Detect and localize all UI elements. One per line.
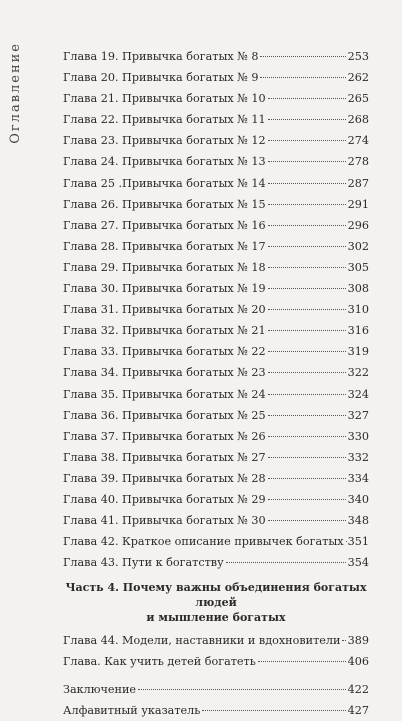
toc-entry-title: Глава 34. Привычка богатых № 23 xyxy=(63,362,266,383)
toc-entry-page: 422 xyxy=(348,679,369,700)
dot-leader xyxy=(138,689,346,690)
dot-leader xyxy=(268,457,346,458)
toc-entry[interactable] xyxy=(63,67,369,88)
dot-leader xyxy=(260,77,345,78)
toc-entry-title: Алфавитный указатель xyxy=(63,700,200,721)
toc-entry-title: Глава 37. Привычка богатых № 26 xyxy=(63,426,266,447)
dot-leader xyxy=(268,98,346,99)
table-of-contents xyxy=(63,46,369,721)
dot-leader xyxy=(268,351,346,352)
toc-entry-page: 262 xyxy=(348,67,369,88)
toc-entry-page: 253 xyxy=(348,46,369,67)
dot-leader xyxy=(268,225,346,226)
toc-entry-page: 354 xyxy=(348,552,369,573)
toc-entry[interactable] xyxy=(63,341,369,362)
dot-leader xyxy=(268,183,346,184)
toc-entry[interactable] xyxy=(63,130,369,151)
toc-entry-page: 305 xyxy=(348,257,369,278)
toc-entry[interactable] xyxy=(63,215,369,236)
toc-entry-title: Глава 23. Привычка богатых № 12 xyxy=(63,130,266,151)
toc-entry-page: 351 xyxy=(348,531,369,552)
toc-entry-title: Глава 43. Пути к богатству xyxy=(63,552,224,573)
toc-entry-title: Глава 28. Привычка богатых № 17 xyxy=(63,236,266,257)
toc-entry[interactable] xyxy=(63,651,369,672)
toc-entry[interactable] xyxy=(63,405,369,426)
dot-leader xyxy=(268,267,346,268)
toc-entry-title: Глава. Как учить детей богатеть xyxy=(63,651,256,672)
toc-entry-title: Глава 41. Привычка богатых № 30 xyxy=(63,510,266,531)
toc-entry-page: 316 xyxy=(348,320,369,341)
toc-entry[interactable] xyxy=(63,278,369,299)
toc-entries-after-list xyxy=(63,630,369,720)
toc-entry-title: Глава 21. Привычка богатых № 10 xyxy=(63,88,266,109)
dot-leader xyxy=(268,478,346,479)
toc-entry-page: 274 xyxy=(348,130,369,151)
toc-entry-page: 322 xyxy=(348,362,369,383)
toc-entries-list xyxy=(63,46,369,573)
toc-entry[interactable] xyxy=(63,194,369,215)
toc-entry-title: Глава 26. Привычка богатых № 15 xyxy=(63,194,266,215)
dot-leader xyxy=(268,246,346,247)
toc-entry-title: Глава 39. Привычка богатых № 28 xyxy=(63,468,266,489)
toc-entry-page: 308 xyxy=(348,278,369,299)
toc-entry[interactable] xyxy=(63,384,369,405)
dot-leader xyxy=(268,288,346,289)
toc-entry-title: Глава 38. Привычка богатых № 27 xyxy=(63,447,266,468)
toc-entry-title: Глава 22. Привычка богатых № 11 xyxy=(63,109,266,130)
toc-entry-page: 327 xyxy=(348,405,369,426)
dot-leader xyxy=(258,661,346,662)
toc-entry-page: 324 xyxy=(348,384,369,405)
toc-entry[interactable] xyxy=(63,173,369,194)
toc-entry-title: Глава 31. Привычка богатых № 20 xyxy=(63,299,266,320)
toc-entry[interactable] xyxy=(63,236,369,257)
toc-entry[interactable] xyxy=(63,679,369,700)
toc-entry-title: Глава 25 .Привычка богатых № 14 xyxy=(63,173,266,194)
toc-entry-page: 291 xyxy=(348,194,369,215)
toc-entry[interactable] xyxy=(63,151,369,172)
toc-entry[interactable] xyxy=(63,700,369,721)
side-section-label: Оглавление xyxy=(8,42,23,144)
toc-entry-title: Заключение xyxy=(63,679,136,700)
toc-entry-page: 389 xyxy=(348,630,369,651)
toc-entry[interactable] xyxy=(63,46,369,67)
toc-entry[interactable] xyxy=(63,257,369,278)
toc-entry-title: Глава 33. Привычка богатых № 22 xyxy=(63,341,266,362)
dot-leader xyxy=(268,330,346,331)
toc-entry-page: 330 xyxy=(348,426,369,447)
toc-entry-page: 406 xyxy=(348,651,369,672)
toc-entry-title: Глава 30. Привычка богатых № 19 xyxy=(63,278,266,299)
toc-entry[interactable] xyxy=(63,362,369,383)
dot-leader xyxy=(268,520,346,521)
toc-entry[interactable] xyxy=(63,552,369,573)
dot-leader xyxy=(202,710,345,711)
dot-leader xyxy=(226,562,346,563)
toc-entry-title: Глава 35. Привычка богатых № 24 xyxy=(63,384,266,405)
dot-leader xyxy=(268,499,346,500)
toc-entry[interactable] xyxy=(63,426,369,447)
toc-entry[interactable] xyxy=(63,489,369,510)
toc-entry-page: 268 xyxy=(348,109,369,130)
toc-entry-title: Глава 20. Привычка богатых № 9 xyxy=(63,67,258,88)
toc-entry-title: Глава 44. Модели, наставники и вдохновители xyxy=(63,630,340,651)
toc-entry-title: Глава 29. Привычка богатых № 18 xyxy=(63,257,266,278)
toc-entry-page: 302 xyxy=(348,236,369,257)
toc-entry-title: Глава 40. Привычка богатых № 29 xyxy=(63,489,266,510)
dot-leader xyxy=(268,415,346,416)
toc-entry[interactable] xyxy=(63,109,369,130)
toc-entry-page: 334 xyxy=(348,468,369,489)
dot-leader xyxy=(342,640,345,641)
dot-leader xyxy=(268,140,346,141)
part-4-heading-line-1: Часть 4. Почему важны объединения богатых людей xyxy=(63,580,369,610)
toc-entry-page: 340 xyxy=(348,489,369,510)
toc-entry-title: Глава 42. Краткое описание привычек богатых xyxy=(63,531,344,552)
dot-leader xyxy=(268,372,346,373)
dot-leader xyxy=(268,204,346,205)
toc-entry[interactable] xyxy=(63,447,369,468)
toc-entry[interactable] xyxy=(63,88,369,109)
toc-entry-title: Глава 24. Привычка богатых № 13 xyxy=(63,151,266,172)
dot-leader xyxy=(260,56,345,57)
part-4-heading xyxy=(63,580,369,625)
dot-leader xyxy=(268,119,346,120)
toc-entry[interactable] xyxy=(63,299,369,320)
dot-leader xyxy=(268,161,346,162)
part-4-heading-line-2: и мышление богатых xyxy=(63,610,369,625)
toc-entry-title: Глава 19. Привычка богатых № 8 xyxy=(63,46,258,67)
toc-entry-page: 287 xyxy=(348,173,369,194)
toc-entry-page: 319 xyxy=(348,341,369,362)
toc-entry[interactable] xyxy=(63,320,369,341)
toc-entry[interactable] xyxy=(63,468,369,489)
toc-entry-page: 310 xyxy=(348,299,369,320)
toc-entry-page: 348 xyxy=(348,510,369,531)
toc-entry-title: Глава 27. Привычка богатых № 16 xyxy=(63,215,266,236)
toc-entry[interactable] xyxy=(63,531,369,552)
dot-leader xyxy=(268,436,346,437)
toc-entry-page: 427 xyxy=(348,700,369,721)
toc-entry-page: 296 xyxy=(348,215,369,236)
toc-entry-page: 332 xyxy=(348,447,369,468)
toc-entry-page: 265 xyxy=(348,88,369,109)
toc-entry-page: 278 xyxy=(348,151,369,172)
dot-leader xyxy=(268,394,346,395)
toc-entry-title: Глава 32. Привычка богатых № 21 xyxy=(63,320,266,341)
toc-entry-title: Глава 36. Привычка богатых № 25 xyxy=(63,405,266,426)
toc-entry[interactable] xyxy=(63,630,369,651)
toc-entry[interactable] xyxy=(63,510,369,531)
dot-leader xyxy=(268,309,346,310)
